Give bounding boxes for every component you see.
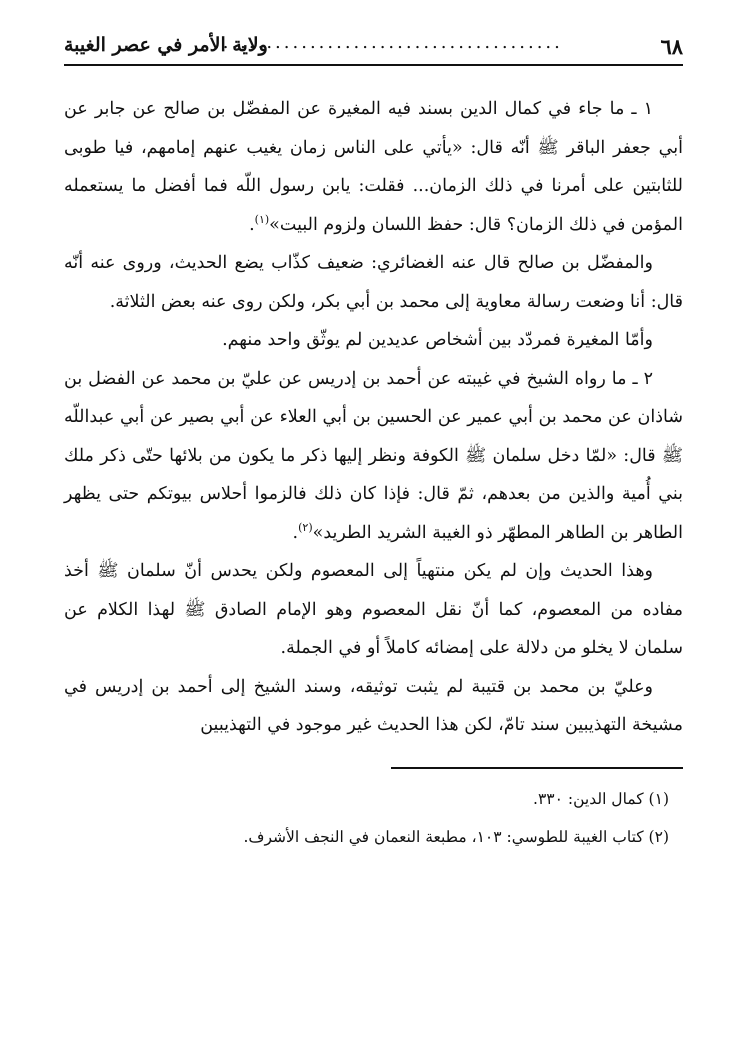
footnote: (٢) كتاب الغيبة للطوسي: ١٠٣، مطبعة النعمان في النجف الأشرف. xyxy=(243,827,669,846)
page-header xyxy=(64,28,683,66)
page-number: ٦٨ xyxy=(660,34,683,59)
paragraph: وعليّ بن محمد بن قتيبة لم يثبت توثيقه، وسند الشيخ إلى أحمد بن إدريس في مشيخة التهذيبين سند تامّ، لكن هذا الحديث غير موجود في التهذيبين xyxy=(64,676,683,735)
main-text xyxy=(64,90,683,745)
footnote-separator xyxy=(391,767,683,769)
footnotes xyxy=(64,783,683,853)
running-title: ولاية الأمر في عصر الغيبة xyxy=(64,34,268,56)
footnote: (١) كمال الدين: ٣٣٠. xyxy=(533,789,669,808)
paragraph: وهذا الحديث وإن لم يكن منتهياً إلى المعصوم ولكن يحدس أنّ سلمان ﷺ أخذ مفاده من المعصوم، كما أنّ نقل المعصوم وهو الإمام الصادق ﷺ لهذا الكلام عن سلمان لا يخلو من دلالة على إمضائه كاملاً أو في الجملة. xyxy=(64,561,683,658)
footnote-ref: (١) xyxy=(254,212,270,226)
paragraph: ٢ ـ ما رواه الشيخ في غيبته عن أحمد بن إدريس عن عليّ بن محمد عن الفضل بن شاذان عن محمد بن أبي عمير عن الحسين بن أبي العلاء عن أبي بصير عن أبي عبداللّه ﷺ قال: «لمّا دخل سلمان ﷺ الكوفة ونظر إليها ذكر ما يكون من بلائها حتّى ذكر ملك بني أُمية والذين من بعدهم، ثمّ قال: فإذا كان ذلك فالزموا أحلاس بيوتكم حتى يظهر الطاهر بن الطاهر المطهّر ذو الغيبة الشريد الطريد»$^{(٢)}$. xyxy=(64,368,683,543)
footnote-ref: (٢) xyxy=(298,520,313,534)
header-leader-dots: ........................................ xyxy=(214,32,563,53)
paragraph: ١ ـ ما جاء في كمال الدين بسند فيه المغيرة عن المفضّل بن صالح عن جابر عن أبي جعفر الباقر ﷺ أنّه قال: «يأتي على الناس زمان يغيب عنهم إمامهم، فيا طوبى للثابتين على أمرنا في ذلك الزمان... فقلت: يابن رسول اللّه فما أفضل ما يستعمله المؤمن في ذلك الزمان؟ قال: حفظ اللسان ولزوم البيت»$^{(١)}$. xyxy=(64,99,683,235)
paragraph: والمفضّل بن صالح قال عنه الغضائري: ضعيف كذّاب يضع الحديث، وروى عنه أنّه قال: أنا وضعت رسالة معاوية إلى محمد بن أبي بكر، ولكن روى عنه بعض الثلاثة. xyxy=(64,253,683,312)
paragraph: وأمّا المغيرة فمردّد بين أشخاص عديدين لم يوثّق واحد منهم. xyxy=(222,330,653,350)
